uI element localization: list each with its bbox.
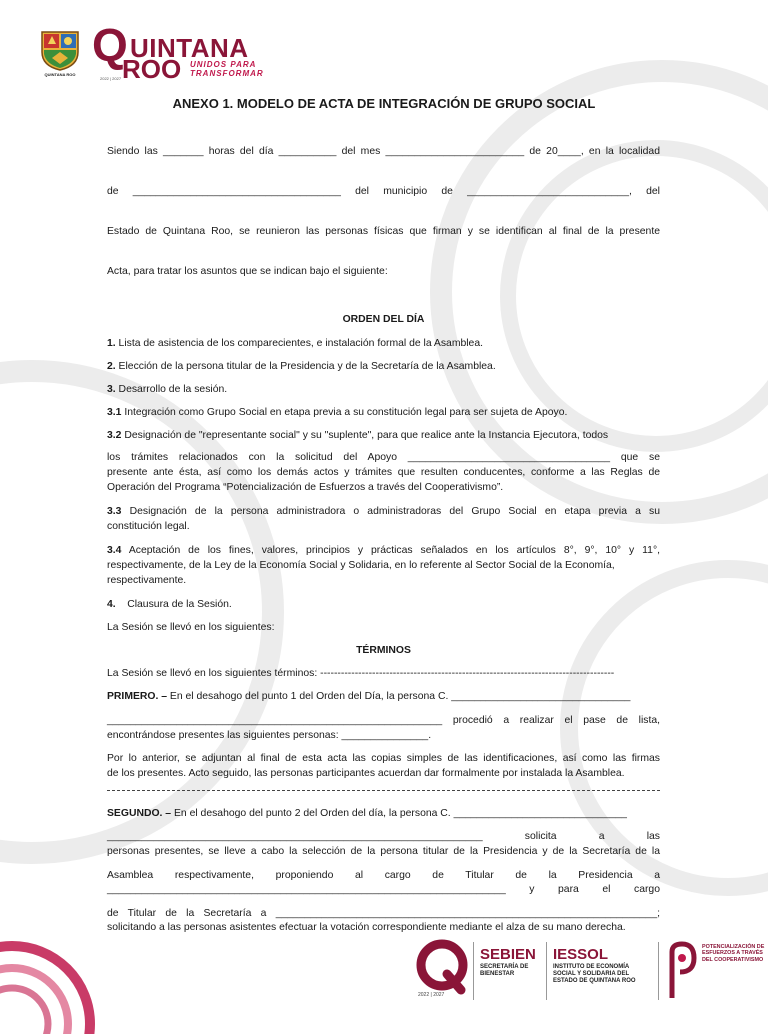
item-number: 2.	[107, 361, 116, 372]
agenda-item	[107, 336, 660, 352]
intro-line-1: Siendo las _______ horas del día __________ del mes ________________________ de 20____, en la localidad	[107, 146, 660, 157]
segundo-line-3: personas presentes, se lleve a cabo la selección de la persona titular de la Presidencia y de la Secretaría de la	[107, 846, 660, 857]
item-text: Operación del Programa “Potencialización de Esfuerzos a través del Cooperativismo”.	[107, 482, 504, 493]
agenda-item-continued	[107, 519, 660, 535]
item-text: Designación de "representante social" y su "suplente", para que realice ante la Instancia Ejecutora, todos	[121, 430, 609, 441]
primero-text: En el desahogo del punto 1 del Orden del Día, la persona C. _______________________________	[167, 691, 631, 702]
agenda-item	[107, 359, 660, 375]
agenda-item-continued	[107, 465, 660, 481]
primero-label: PRIMERO. –	[107, 691, 168, 702]
item-text: los trámites relacionados con la solicitud del Apoyo ___________________________________ que se	[107, 452, 660, 463]
item-number: 3.2	[107, 430, 122, 441]
agenda-item	[107, 543, 660, 559]
item-number: 3.	[107, 384, 116, 395]
logo-q: Q	[92, 19, 128, 71]
agenda-item	[107, 382, 660, 398]
item-number: 3.3	[107, 506, 122, 517]
item-number: 4.	[107, 599, 116, 610]
primero-line-4: Por lo anterior, se adjuntan al final de esta acta las copias simples de las identificaciones, así como las firmas	[107, 753, 660, 764]
logo-roo: ROO	[122, 54, 182, 84]
item-text: constitución legal.	[107, 521, 190, 532]
primero-line-5: de los presentes. Acto seguido, las personas participantes acuerdan dar formalmente por instalada la Asamblea.	[107, 768, 625, 779]
iessol-logo: IESSOL	[553, 946, 609, 963]
agenda-item	[107, 504, 660, 520]
footer-divider	[473, 942, 474, 1000]
segundo-line-2: _________________________________________________________________ solicita a las	[107, 831, 660, 842]
item-text: presente ante ésta, así como los demás actos y trámites que resulten conducentes, conforme a las Reglas de	[107, 467, 660, 478]
item-text: Clausura de la Sesión.	[115, 599, 232, 610]
primero-line-2: __________________________________________________________ procedió a realizar el pase de lista,	[107, 715, 660, 726]
item-text: Designación de la persona administradora o administradoras del Grupo Social en etapa previa a su	[121, 506, 660, 517]
segundo-line-7: solicitando a las personas asistentes efectuar la votación correspondiente mediante el alza de su mano derecha.	[107, 922, 626, 933]
agenda-item-continued	[107, 480, 660, 496]
segundo-line-4: Asamblea respectivamente, proponiendo al cargo de Titular de la Presidencia a	[107, 870, 660, 881]
item-text: respectivamente, de la Ley de la Economía Social y Solidaria, en lo referente al Sector Social de la Economía,	[107, 560, 615, 571]
item-number: 1.	[107, 338, 116, 349]
seal-caption: QUINTANA ROO	[44, 72, 76, 77]
page-title: ANEXO 1. MODELO DE ACTA DE INTEGRACIÓN DE GRUPO SOCIAL	[172, 96, 596, 111]
state-seal	[38, 26, 82, 82]
quintana-roo-q-icon	[413, 938, 471, 996]
agenda-item-continued	[107, 450, 660, 466]
footer-divider	[658, 942, 659, 1000]
terms-intro: La Sesión se llevó en los siguientes términos: -------------------------------------------------------------------------------------	[107, 668, 615, 679]
primero-line-1	[107, 689, 660, 705]
potencializacion-p-icon	[664, 938, 700, 1002]
terms-heading: TÉRMINOS	[356, 645, 411, 656]
primero-line-3: encontrándose presentes las siguientes personas: _______________.	[107, 730, 432, 741]
footer-years: 2022 | 2027	[418, 992, 445, 998]
item-text: Aceptación de los fines, valores, principios y prácticas señalados en los artículos 8°, 9°, 10° y 11°,	[121, 545, 660, 556]
segundo-line-5: _____________________________________________________________________ y para el cargo	[107, 884, 660, 895]
agenda-item	[107, 405, 660, 421]
agenda-item-continued	[107, 558, 660, 574]
logo-tagline-2: TRANSFORMAR	[190, 69, 264, 78]
dashed-separator	[107, 790, 660, 791]
sebien-logo: SEBIEN	[480, 946, 536, 963]
segundo-line-1	[107, 806, 660, 822]
segundo-line-6: de Titular de la Secretaría a __________________________________________________________________;	[107, 908, 660, 919]
logo-tagline-1: UNIDOS PARA	[190, 60, 257, 69]
sebien-subtitle: SECRETARÍA DE BIENESTAR	[480, 964, 529, 977]
segundo-text: En el desahogo del punto 2 del Orden del día, la persona C. ______________________________	[171, 808, 627, 819]
logo-years: 2022 | 2027	[100, 76, 122, 81]
agenda-heading: ORDEN DEL DÍA	[342, 314, 425, 325]
item-text: Integración como Grupo Social en etapa previa a su constitución legal para ser sujeta de Apoyo.	[121, 407, 568, 418]
item-text: Lista de asistencia de los comparecientes, e instalación formal de la Asamblea.	[115, 338, 484, 349]
item-text: Desarrollo de la sesión.	[115, 384, 228, 395]
state-coat-of-arms-icon	[38, 26, 82, 72]
item-text: respectivamente.	[107, 575, 187, 586]
logo-uintana: UINTANA	[130, 33, 249, 63]
agenda-item	[107, 597, 660, 613]
item-number: 3.4	[107, 545, 122, 556]
footer-divider	[546, 942, 547, 1000]
quintana-roo-logo	[92, 19, 322, 86]
intro-line-2: de ____________________________________ del municipio de ____________________________, del	[107, 186, 660, 197]
session-text: La Sesión se llevó en los siguientes:	[107, 622, 275, 633]
intro-line-3: Estado de Quintana Roo, se reunieron las personas físicas que firman y se identifican al final de la presente	[107, 226, 660, 237]
intro-line-4: Acta, para tratar los asuntos que se indican bajo el siguiente:	[107, 266, 388, 277]
item-text: Elección de la persona titular de la Presidencia y de la Secretaría de la Asamblea.	[115, 361, 496, 372]
segundo-label: SEGUNDO. –	[107, 808, 172, 819]
agenda-item-continued	[107, 573, 660, 589]
iessol-subtitle: INSTITUTO DE ECONOMÍA SOCIAL Y SOLIDARIA DEL ESTADO DE QUINTANA ROO	[553, 964, 636, 984]
page-footer	[0, 930, 768, 1024]
agenda-item	[107, 428, 660, 444]
potencializacion-text: POTENCIALIZACIÓN DE ESFUERZOS A TRAVÉS DEL COOPERATIVISMO	[702, 944, 765, 963]
item-number: 3.1	[107, 407, 122, 418]
